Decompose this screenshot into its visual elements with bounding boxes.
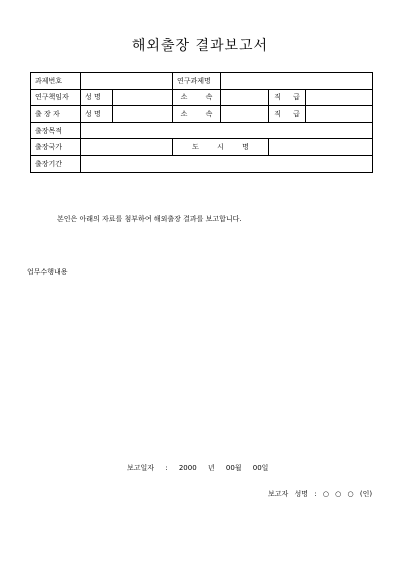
project-row [31,73,373,90]
traveler-label: 출 장 자 [31,106,81,123]
traveler-row [31,106,373,123]
country-row [31,139,373,156]
principal-investigator-label: 연구책임자 [31,89,81,106]
purpose-row [31,122,373,139]
traveler-name-label: 성 명 [81,106,113,123]
purpose-field[interactable] [81,122,373,139]
traveler-rank-label: 직 급 [269,106,306,123]
purpose-label: 출장목적 [31,122,81,139]
city-label: 도 시 명 [173,139,269,156]
pi-rank-field[interactable] [306,89,373,106]
country-label: 출장국가 [31,139,81,156]
pi-rank-label: 직 급 [269,89,306,106]
traveler-affiliation-label: 소 속 [173,106,221,123]
project-name-label: 연구과제명 [173,73,221,90]
principal-investigator-row [31,89,373,106]
report-date: 보고일자 : 2000 년 00월 00일 [127,464,269,472]
project-name-field[interactable] [221,73,373,90]
project-number-field[interactable] [81,73,173,90]
traveler-affiliation-field[interactable] [221,106,269,123]
traveler-rank-field[interactable] [306,106,373,123]
document-title: 해외출장 결과보고서 [131,38,269,54]
city-field[interactable] [269,139,373,156]
pi-affiliation-label: 소 속 [173,89,221,106]
report-form-table [30,72,373,173]
reporter-signature: 보고자 성명 : ○ ○ ○ (인) [268,490,373,498]
pi-affiliation-field[interactable] [221,89,269,106]
report-statement: 본인은 아래의 자료를 첨부하여 해외출장 결과를 보고합니다. [57,215,242,223]
work-performed-heading: 업무수행내용 [27,268,68,276]
country-field[interactable] [81,139,173,156]
period-label: 출장기간 [31,155,81,172]
period-row [31,155,373,172]
traveler-name-field[interactable] [113,106,173,123]
project-number-label: 과제번호 [31,73,81,90]
pi-name-field[interactable] [113,89,173,106]
period-field[interactable] [81,155,373,172]
pi-name-label: 성 명 [81,89,113,106]
